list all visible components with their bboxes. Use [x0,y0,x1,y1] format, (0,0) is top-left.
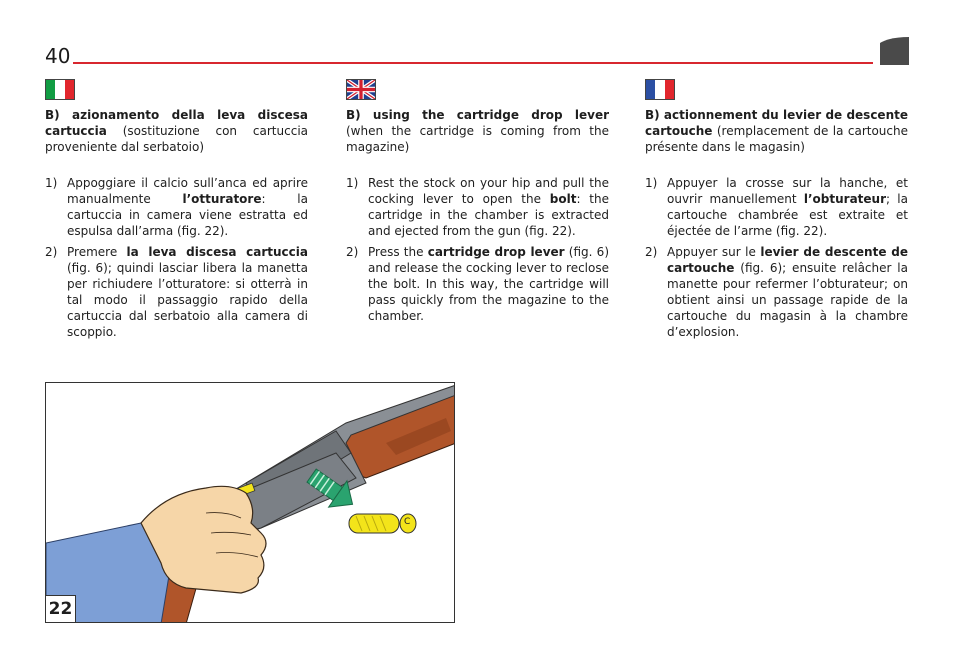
header-rule [73,62,873,64]
french-step-2: 2) Appuyer sur le levier de descente de cartouche (fig. 6); ensuite relâcher la manette pour refermer l’obturateur; on obtient ainsi un passage rapide de la cartouche du magasin à la chambre d’explosion. [645,245,909,339]
italian-step-2: 2) Premere la leva discesa cartuccia (fig. 6); quindi lasciar libera la manetta per richiudere l’otturatore: si otterrà in tal modo il passaggio rapido della cartuccia dal serbatoio alla camera di scoppio. [45,245,308,339]
uk-flag-icon [346,79,376,100]
french-column [645,107,908,340]
italian-flag-icon [45,79,75,100]
english-heading: B) using the cartridge drop lever (when the cartridge is coming from the magazine) [346,108,609,154]
english-column [346,107,609,324]
corner-tab-icon [880,37,909,65]
italian-heading: B) azionamento della leva discesa cartuccia (sostituzione con cartuccia proveniente dal serbatoio) [45,108,308,154]
italian-column [45,107,308,340]
english-step-2: 2) Press the cartridge drop lever (fig. 6) and release the cocking lever to reclose the bolt. In this way, the cartridge will pass quickly from the magazine to the chamber. [346,245,610,323]
figure-number: 22 [46,595,76,622]
french-flag-icon [645,79,675,100]
italian-step-1: 1) Appoggiare il calcio sull’anca ed aprire manualmente l’otturatore: la cartuccia in camera viene estratta ed espulsa dall’arma (fig. 22). [45,176,308,238]
cartridge-mark: C [404,517,411,527]
figure-22 [45,382,455,623]
page-number: 40 [45,44,71,68]
french-heading: B) actionnement du levier de descente cartouche (remplacement de la cartouche présente dans le magasin) [645,108,908,154]
gun-illustration [46,383,455,623]
english-step-1: 1) Rest the stock on your hip and pull the cocking lever to open the bolt: the cartridge in the chamber is extracted and ejected from the gun (fig. 22). [346,176,609,238]
french-step-1: 1) Appuyer la crosse sur la hanche, et ouvrir manuellement l’obturateur; la cartouche chambrée est extraite et éjectée de l’arme (fig. 22). [645,176,908,238]
